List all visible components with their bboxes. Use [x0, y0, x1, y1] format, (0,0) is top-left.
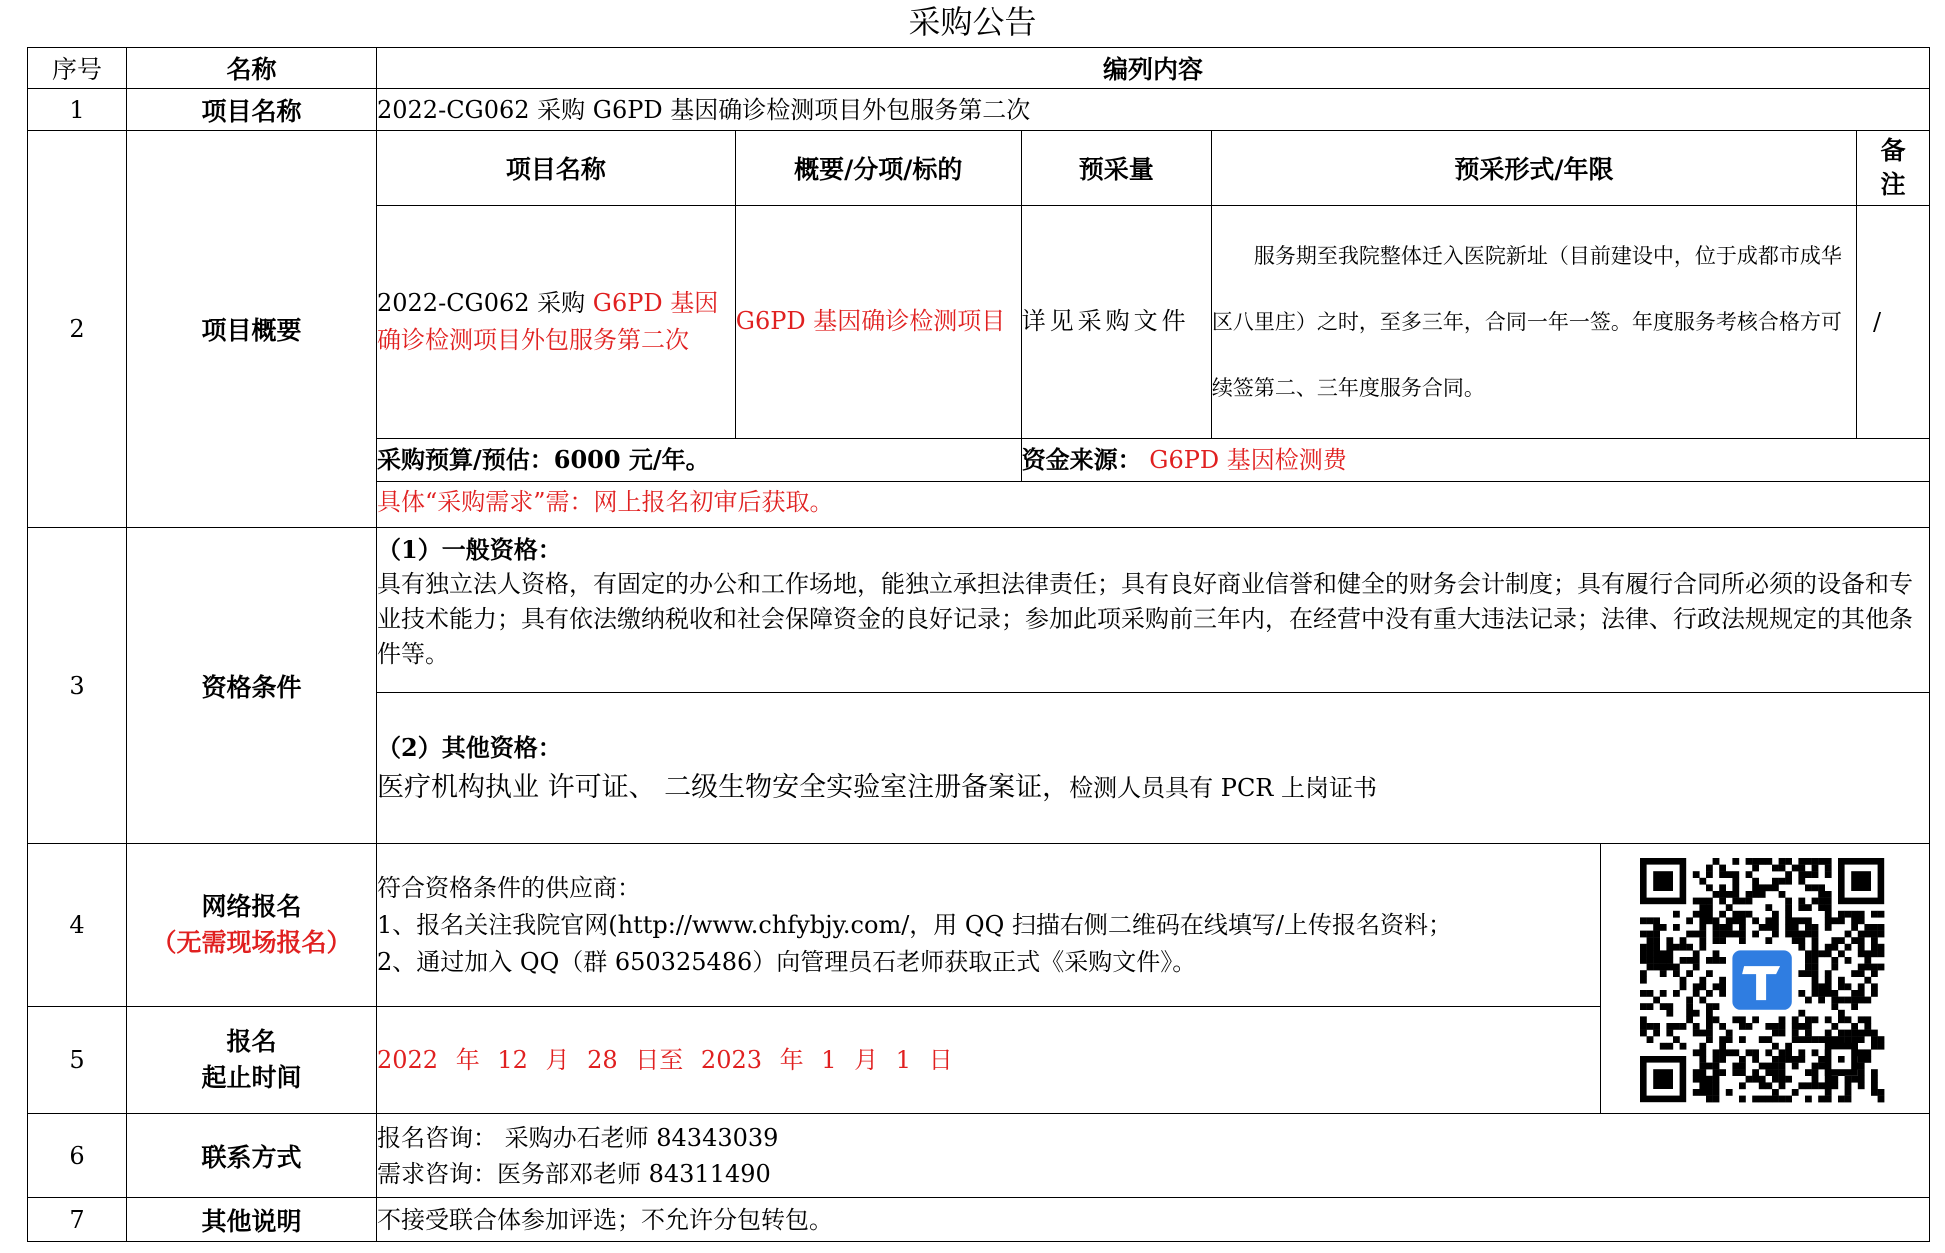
row-label [127, 1007, 377, 1114]
page-title: 采购公告 [908, 3, 1037, 41]
row-other-notes [28, 1198, 1930, 1242]
header-content: 编列内容 [377, 48, 1930, 89]
qualification-cell [377, 528, 1930, 844]
item-remark: / [1857, 205, 1930, 438]
contact-line1: 报名咨询： 采购办石老师 84343039 [377, 1123, 779, 1152]
other-small: 检测人员具有 PCR 上岗证书 [1069, 773, 1378, 802]
registration-period: 2022 年 12 月 28 日至 2023 年 1 月 1 日 [377, 1007, 1601, 1114]
inner-header-summary: 概要/分项/标的 [735, 131, 1021, 205]
fund-label: 资金来源： [1021, 444, 1142, 474]
item-prefix: 2022-CG062 采购 [377, 288, 593, 317]
row-index: 6 [28, 1114, 127, 1198]
registration-line2: 1、报名关注我院官网(http://www.chfybjy.com/，用 QQ 扫描右侧二维码在线填写/上传报名资料； [377, 910, 1452, 939]
general-qualification [377, 528, 1929, 692]
summary-cell [377, 131, 1930, 528]
row-label: 项目名称 [127, 89, 377, 131]
inner-header-form: 预采形式/年限 [1211, 131, 1856, 205]
row-label: 联系方式 [127, 1114, 377, 1198]
fund-value: G6PD 基因检测费 [1149, 445, 1347, 474]
general-text: 具有独立法人资格，有固定的办公和工作场地，能独立承担法律责任；具有良好商业信誉和健全的财务会计制度；具有履行合同所必须的设备和专业技术能力；具有依法缴纳税收和社会保障资金的良好记录；参加此项采购前三年内，在经营中没有重大违法记录；法律、行政法规规定的其他条件等。 [377, 570, 1913, 668]
other-notes-value: 不接受联合体参加评选；不允许分包转包。 [377, 1198, 1930, 1242]
item-name [377, 205, 735, 438]
budget: 采购预算/预估：6000 元/年。 [377, 438, 1021, 481]
qr-code-cell [1601, 844, 1930, 1114]
row-label-main: 网络报名 [201, 892, 302, 921]
contact-line2: 需求咨询：医务部邓老师 84311490 [377, 1159, 771, 1188]
other-title: （2）其他资格： [377, 732, 562, 762]
other-qualification [377, 692, 1929, 843]
row-index: 1 [28, 89, 127, 131]
row-label-line2: 起止时间 [201, 1063, 302, 1092]
qr-code-image[interactable] [1628, 854, 1902, 1104]
row-index: 2 [28, 131, 127, 528]
header-name: 名称 [127, 48, 377, 89]
row-contact [28, 1114, 1930, 1198]
inner-header-remark: 备注 [1857, 131, 1930, 205]
item-summary: G6PD 基因确诊检测项目 [735, 205, 1021, 438]
header-row [28, 48, 1930, 89]
header-index: 序号 [28, 48, 127, 89]
row-project-summary [28, 131, 1930, 528]
item-name-red: G6PD 基因确诊检测项目外包服务第二次 [377, 288, 719, 354]
demand-note: 具体“采购需求”需：网上报名初审后获取。 [377, 481, 1929, 523]
row-online-registration [28, 844, 1930, 1007]
row-index: 5 [28, 1007, 127, 1114]
summary-inner-table [377, 131, 1929, 523]
row-label: 项目概要 [127, 131, 377, 528]
project-name-value: 2022-CG062 采购 G6PD 基因确诊检测项目外包服务第二次 [377, 89, 1930, 131]
row-index: 4 [28, 844, 127, 1007]
announcement-table [27, 47, 1930, 1242]
inner-header-quantity: 预采量 [1021, 131, 1211, 205]
registration-text [377, 844, 1601, 1007]
inner-header-item: 项目名称 [377, 131, 735, 205]
contact-info [377, 1114, 1930, 1198]
fund-source [1021, 438, 1929, 481]
row-index: 3 [28, 528, 127, 844]
row-qualification [28, 528, 1930, 844]
row-index: 7 [28, 1198, 127, 1242]
row-label-line1: 报名 [226, 1027, 277, 1056]
registration-line3: 2、通过加入 QQ（群 650325486）向管理员石老师获取正式《采购文件》。 [377, 947, 1197, 976]
row-label [127, 844, 377, 1007]
row-project-name [28, 89, 1930, 131]
general-title: （1）一般资格： [377, 535, 562, 564]
registration-line1: 符合资格条件的供应商： [377, 873, 641, 902]
qualification-inner [377, 528, 1929, 843]
item-quantity: 详见采购文件 [1021, 205, 1211, 438]
row-label: 其他说明 [127, 1198, 377, 1242]
row-label-sub: （无需现场报名） [151, 928, 352, 957]
row-label: 资格条件 [127, 528, 377, 844]
other-large: 医疗机构执业 许可证、 二级生物安全实验室注册备案证， [377, 771, 1070, 803]
item-form: 服务期至我院整体迁入医院新址（目前建设中，位于成都市成华区八里庄）之时，至多三年，合同一年一签。年度服务考核合格方可续签第二、三年度服务合同。 [1211, 205, 1856, 438]
